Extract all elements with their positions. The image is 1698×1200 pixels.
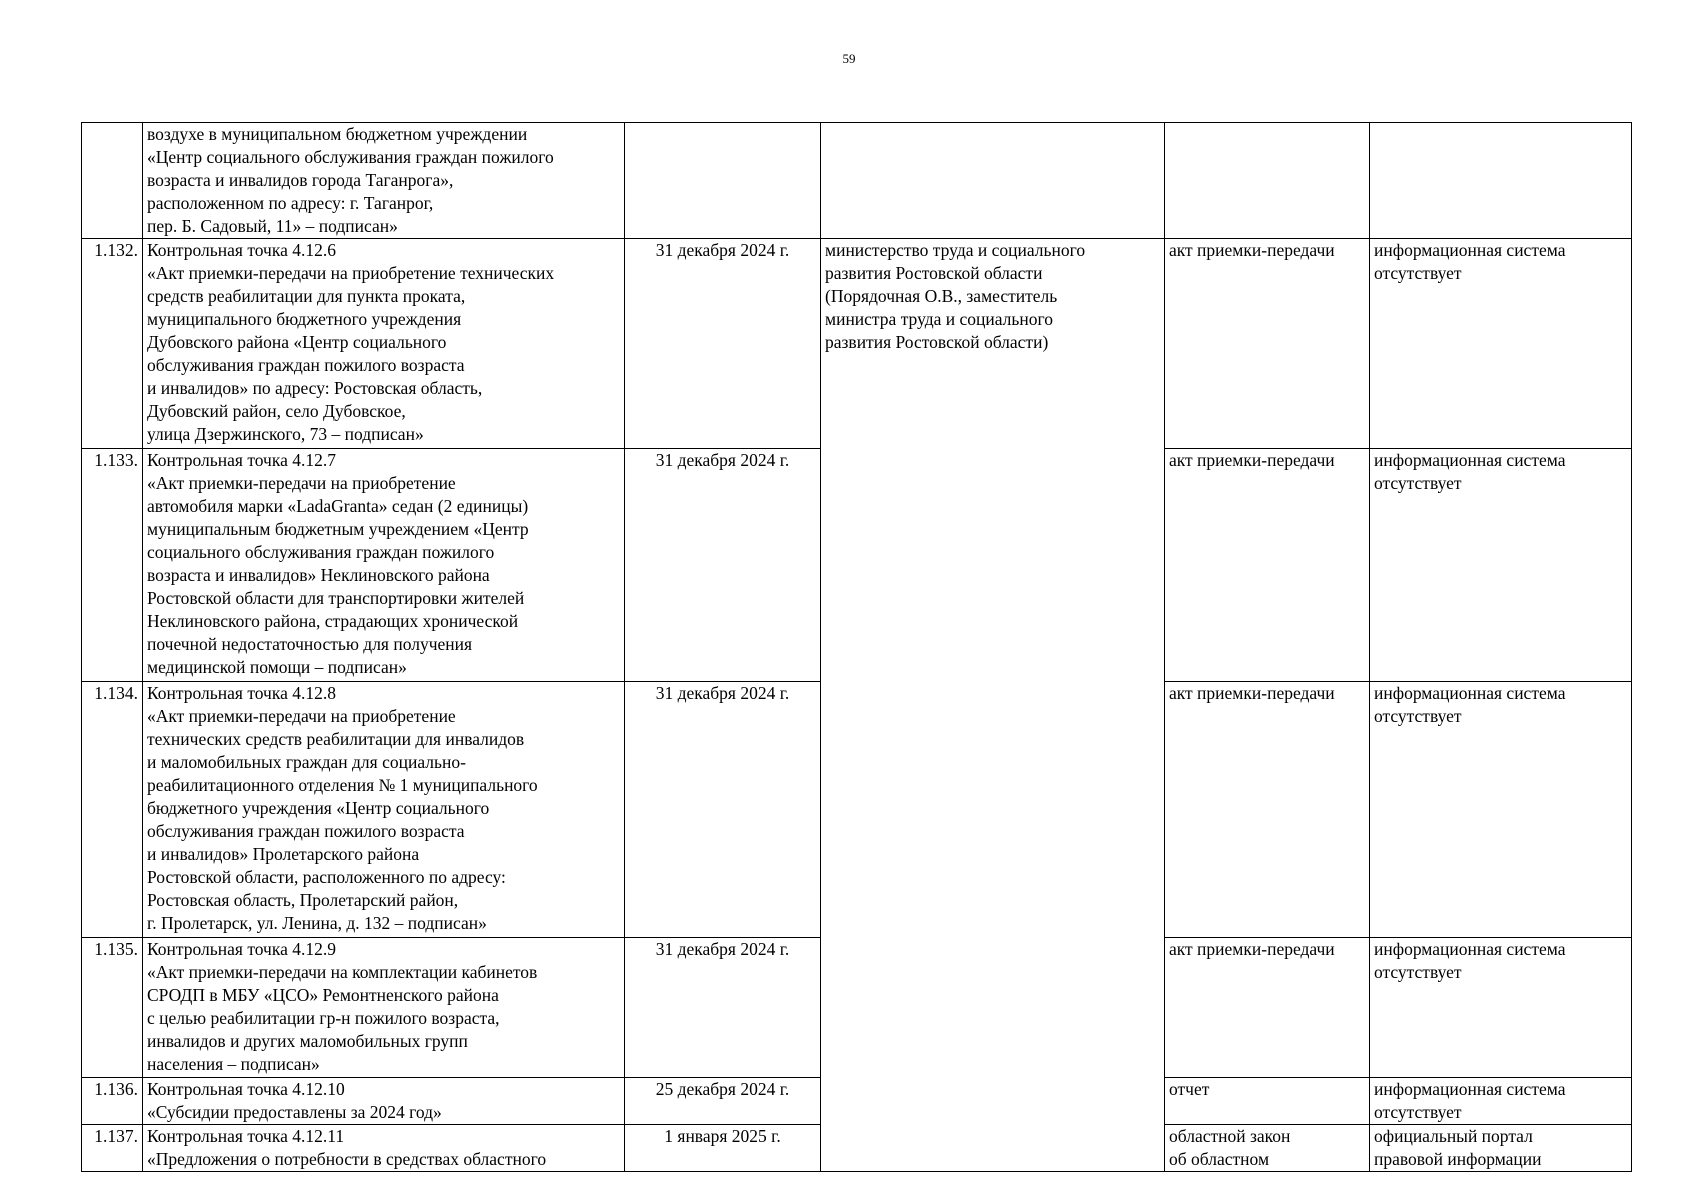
description-line: социального обслуживания граждан пожилого — [147, 542, 495, 562]
table-row — [82, 123, 1632, 239]
description-line: СРОДП в МБУ «ЦСО» Ремонтненского района — [147, 985, 499, 1005]
responsible-line: развития Ростовской области — [825, 263, 1043, 283]
description-line: реабилитационного отделения № 1 муниципального — [147, 775, 538, 795]
description-cell — [143, 239, 625, 449]
description-line: муниципального бюджетного учреждения — [147, 309, 462, 329]
row-number-cell — [82, 123, 143, 239]
document-type-line: акт приемки-передачи — [1169, 939, 1335, 959]
description-line: с целью реабилитации гр-н пожилого возраста, — [147, 1008, 500, 1028]
deadline-date: 31 декабря 2024 г. — [655, 450, 790, 470]
info-system-cell — [1370, 682, 1632, 938]
row-number-cell — [82, 1125, 143, 1172]
description-line: обслуживания граждан пожилого возраста — [147, 821, 465, 841]
table-row — [82, 239, 1632, 449]
info-system-cell — [1370, 449, 1632, 682]
info-system-line: информационная система — [1374, 939, 1566, 959]
control-points-table — [81, 122, 1632, 1172]
info-system-line: отсутствует — [1374, 1102, 1462, 1122]
description-line: «Центр социального обслуживания граждан пожилого — [147, 147, 554, 167]
description-line: автомобиля марки «LadaGranta» седан (2 единицы) — [147, 496, 529, 516]
info-system-line: информационная система — [1374, 1079, 1566, 1099]
deadline-date: 31 декабря 2024 г. — [655, 683, 790, 703]
description-line: Контрольная точка 4.12.9 — [147, 939, 336, 959]
description-cell — [143, 449, 625, 682]
description-line: инвалидов и других маломобильных групп — [147, 1031, 468, 1051]
description-cell — [143, 123, 625, 239]
date-cell — [625, 1078, 821, 1125]
description-line: Ростовской области для транспортировки жителей — [147, 588, 525, 608]
description-line: Дубовского района «Центр социального — [147, 332, 447, 352]
description-line: Ростовской области, расположенного по адресу: — [147, 867, 506, 887]
document-type-line: акт приемки-передачи — [1169, 450, 1335, 470]
description-line: населения – подписан» — [147, 1054, 320, 1074]
document-type-line: об областном — [1169, 1149, 1270, 1169]
responsible-cell — [821, 123, 1165, 239]
row-number-cell — [82, 449, 143, 682]
description-line: технических средств реабилитации для инвалидов — [147, 729, 525, 749]
document-type-cell — [1165, 1078, 1370, 1125]
description-line: пер. Б. Садовый, 11» – подписан» — [147, 216, 398, 236]
description-line: улица Дзержинского, 73 – подписан» — [147, 424, 424, 444]
description-line: Контрольная точка 4.12.10 — [147, 1079, 345, 1099]
description-line: и инвалидов» по адресу: Ростовская область, — [147, 378, 483, 398]
info-system-line: отсутствует — [1374, 263, 1462, 283]
responsible-line: министра труда и социального — [825, 309, 1053, 329]
description-line: «Акт приемки-передачи на приобретение технических — [147, 263, 555, 283]
description-cell — [143, 938, 625, 1078]
description-cell — [143, 1125, 625, 1172]
document-type-line: областной закон — [1169, 1126, 1291, 1146]
document-type-cell — [1165, 239, 1370, 449]
info-system-cell — [1370, 1078, 1632, 1125]
document-type-cell — [1165, 123, 1370, 239]
info-system-cell — [1370, 938, 1632, 1078]
row-number-cell — [82, 682, 143, 938]
description-line: почечной недостаточностью для получения — [147, 634, 473, 654]
description-line: Контрольная точка 4.12.8 — [147, 683, 336, 703]
description-line: Контрольная точка 4.12.6 — [147, 240, 336, 260]
description-line: Контрольная точка 4.12.7 — [147, 450, 336, 470]
description-line: медицинской помощи – подписан» — [147, 657, 407, 677]
row-number-cell — [82, 938, 143, 1078]
description-line: возраста и инвалидов города Таганрога», — [147, 170, 454, 190]
responsible-line: министерство труда и социального — [825, 240, 1086, 260]
deadline-date: 1 января 2025 г. — [664, 1126, 781, 1146]
document-type-line: акт приемки-передачи — [1169, 683, 1335, 703]
description-line: и инвалидов» Пролетарского района — [147, 844, 420, 864]
date-cell — [625, 449, 821, 682]
document-type-line: отчет — [1169, 1079, 1210, 1099]
description-line: «Предложения о потребности в средствах областного — [147, 1149, 547, 1169]
info-system-cell — [1370, 1125, 1632, 1172]
responsible-cell — [821, 239, 1165, 1172]
info-system-line: информационная система — [1374, 450, 1566, 470]
description-line: возраста и инвалидов» Неклиновского района — [147, 565, 490, 585]
row-number-cell — [82, 239, 143, 449]
responsible-line: (Порядочная О.В., заместитель — [825, 286, 1058, 306]
row-number: 1.135. — [94, 939, 138, 959]
description-line: «Акт приемки-передачи на приобретение — [147, 706, 456, 726]
description-line: средств реабилитации для пункта проката, — [147, 286, 466, 306]
date-cell — [625, 123, 821, 239]
description-cell — [143, 682, 625, 938]
description-line: «Акт приемки-передачи на комплектации кабинетов — [147, 962, 538, 982]
responsible-line: развития Ростовской области) — [825, 332, 1049, 352]
info-system-line: информационная система — [1374, 683, 1566, 703]
description-line: и маломобильных граждан для социально- — [147, 752, 466, 772]
description-line: Дубовский район, село Дубовское, — [147, 401, 406, 421]
description-cell — [143, 1078, 625, 1125]
page-number: 59 — [842, 51, 856, 66]
info-system-cell — [1370, 239, 1632, 449]
description-line: муниципальным бюджетным учреждением «Центр — [147, 519, 529, 539]
info-system-cell — [1370, 123, 1632, 239]
document-type-line: акт приемки-передачи — [1169, 240, 1335, 260]
row-number-cell — [82, 1078, 143, 1125]
info-system-line: официальный портал — [1374, 1126, 1533, 1146]
description-line: бюджетного учреждения «Центр социального — [147, 798, 490, 818]
info-system-line: отсутствует — [1374, 962, 1462, 982]
row-number: 1.132. — [94, 240, 138, 260]
info-system-line: правовой информации — [1374, 1149, 1542, 1169]
info-system-line: отсутствует — [1374, 706, 1462, 726]
description-line: Контрольная точка 4.12.11 — [147, 1126, 345, 1146]
row-number: 1.137. — [94, 1126, 138, 1146]
description-line: Ростовская область, Пролетарский район, — [147, 890, 459, 910]
row-number: 1.136. — [94, 1079, 138, 1099]
deadline-date: 31 декабря 2024 г. — [655, 939, 790, 959]
date-cell — [625, 239, 821, 449]
document-type-cell — [1165, 1125, 1370, 1172]
deadline-date: 25 декабря 2024 г. — [655, 1079, 790, 1099]
row-number: 1.134. — [94, 683, 138, 703]
date-cell — [625, 1125, 821, 1172]
row-number: 1.133. — [94, 450, 138, 470]
document-type-cell — [1165, 682, 1370, 938]
info-system-line: информационная система — [1374, 240, 1566, 260]
info-system-line: отсутствует — [1374, 473, 1462, 493]
document-type-cell — [1165, 449, 1370, 682]
deadline-date: 31 декабря 2024 г. — [655, 240, 790, 260]
description-line: г. Пролетарск, ул. Ленина, д. 132 – подписан» — [147, 913, 487, 933]
document-type-cell — [1165, 938, 1370, 1078]
description-line: обслуживания граждан пожилого возраста — [147, 355, 465, 375]
date-cell — [625, 682, 821, 938]
date-cell — [625, 938, 821, 1078]
description-line: расположенном по адресу: г. Таганрог, — [147, 193, 434, 213]
description-line: «Акт приемки-передачи на приобретение — [147, 473, 456, 493]
description-line: «Субсидии предоставлены за 2024 год» — [147, 1102, 442, 1122]
description-line: Неклиновского района, страдающих хронической — [147, 611, 519, 631]
description-line: воздухе в муниципальном бюджетном учреждении — [147, 124, 528, 144]
